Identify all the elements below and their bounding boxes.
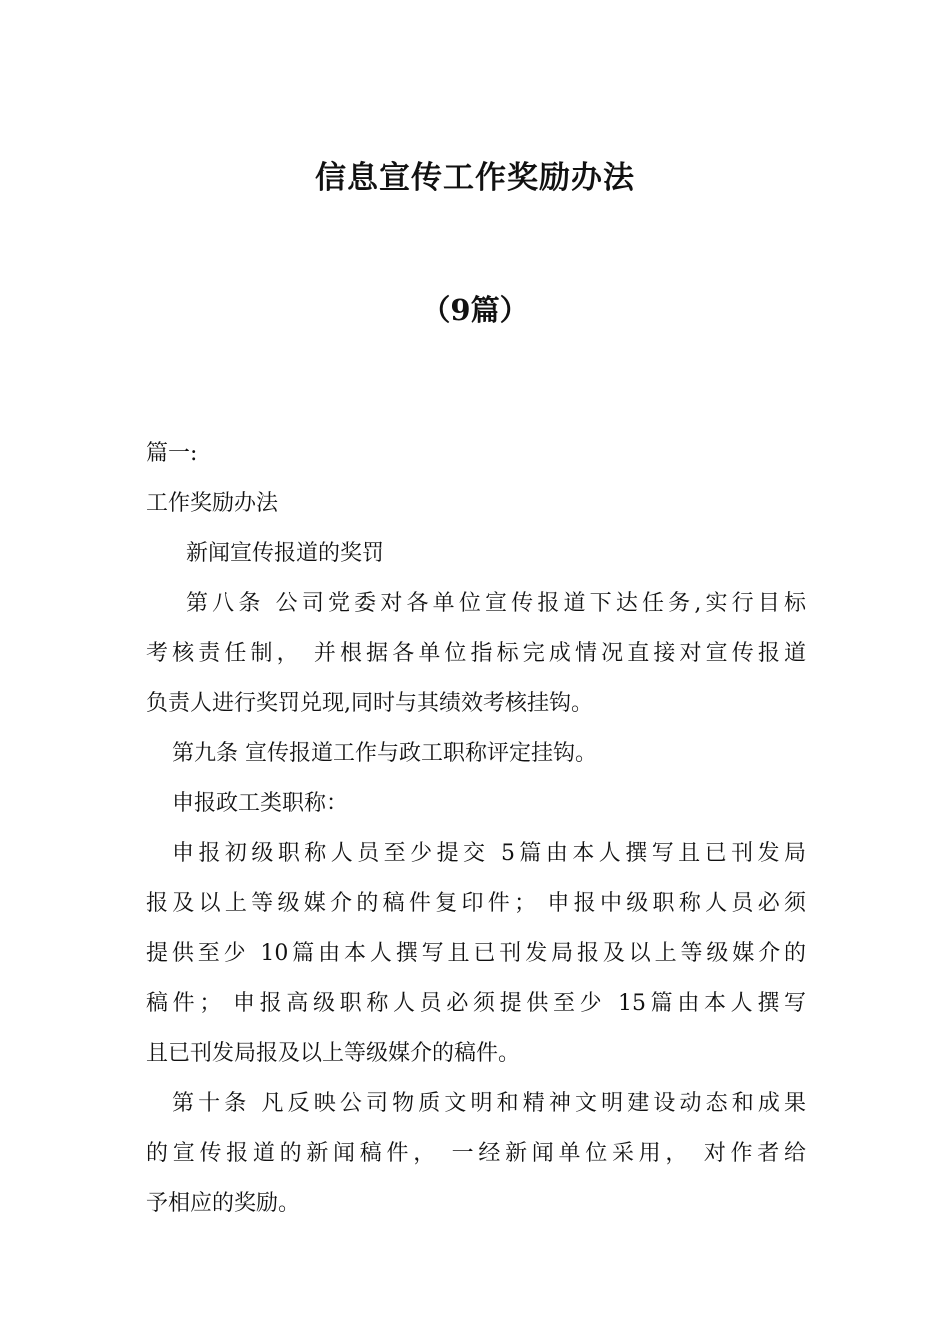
application-heading: 申报政工类职称： xyxy=(172,791,349,816)
article-10-line-1: 第十条 凡反映公司物质文明和精神文明建设动态和成果 xyxy=(172,1091,806,1116)
article-8-line-2: 考核责任制， 并根据各单位指标完成情况直接对宣传报道 xyxy=(146,641,806,666)
article-10-line-3: 予相应的奖励。 xyxy=(146,1191,301,1216)
article-9-line-1: 第九条 宣传报道工作与政工职称评定挂钩。 xyxy=(172,741,597,766)
application-line-2: 报及以上等级媒介的稿件复印件； 申报中级职称人员必须 xyxy=(146,891,806,916)
application-line-4: 稿件； 申报高级职称人员必须提供至少 15篇由本人撰写 xyxy=(146,991,806,1016)
article-8-line-3: 负责人进行奖罚兑现,同时与其绩效考核挂钩。 xyxy=(146,691,593,716)
article-8-line-1: 第八条 公司党委对各单位宣传报道下达任务,实行目标 xyxy=(186,591,806,616)
section-title: 工作奖励办法 xyxy=(146,491,279,516)
application-line-5: 且已刊发局报及以上等级媒介的稿件。 xyxy=(146,1041,521,1066)
document-body xyxy=(146,429,806,1229)
application-line-3: 提供至少 10篇由本人撰写且已刊发局报及以上等级媒介的 xyxy=(146,941,806,966)
section-heading: 篇一: xyxy=(146,441,198,466)
application-line-1: 申报初级职称人员至少提交 5篇由本人撰写且已刊发局 xyxy=(172,841,806,866)
article-10-line-2: 的宣传报道的新闻稿件， 一经新闻单位采用， 对作者给 xyxy=(146,1141,806,1166)
document-title: 信息宣传工作奖励办法 xyxy=(315,160,635,196)
subsection-title: 新闻宣传报道的奖罚 xyxy=(186,541,385,566)
document-subtitle: （9篇） xyxy=(421,293,529,327)
